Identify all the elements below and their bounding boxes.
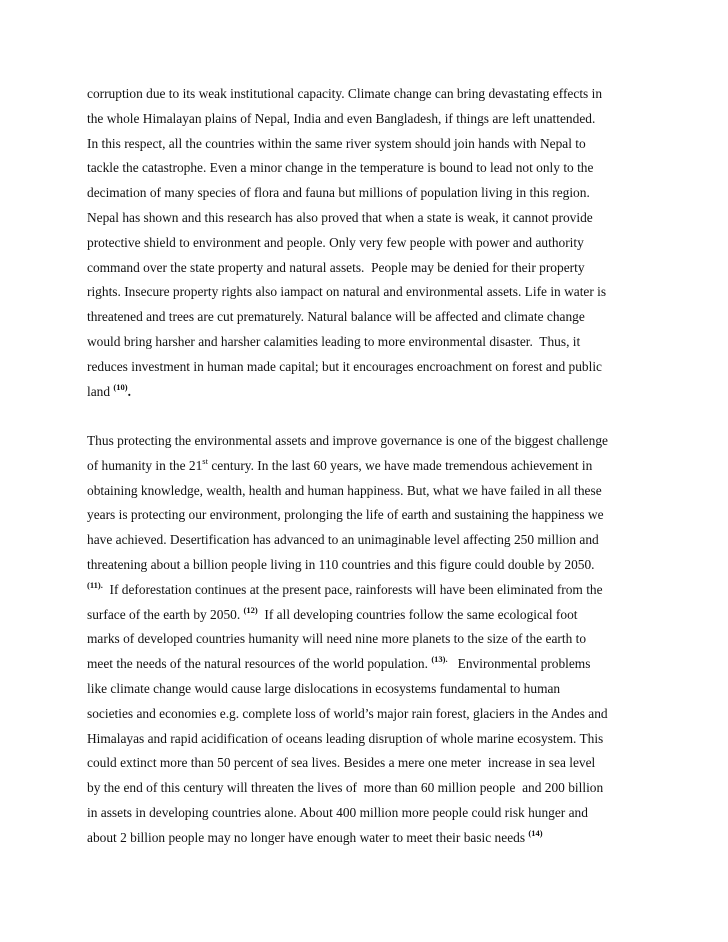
text-line: like climate change would cause large dislocations in ecosystems fundamental to human bbox=[87, 680, 561, 696]
text-line: the whole Himalayan plains of Nepal, India and even Bangladesh, if things are left unattended. bbox=[87, 110, 596, 126]
text-line: tackle the catastrophe. Even a minor change in the temperature is bound to lead not only to the bbox=[87, 160, 594, 176]
text-line: threatening about a billion people living in 110 countries and this figure could double by 2050. bbox=[87, 556, 595, 572]
text-line bbox=[87, 826, 657, 851]
text-line bbox=[87, 454, 657, 479]
text-line: marks of developed countries humanity will need nine more planets to the size of the earth to bbox=[87, 631, 587, 647]
line-text: about 2 billion people may no longer have enough water to meet their basic needs bbox=[87, 829, 529, 845]
line-text: century. In the last 60 years, we have made tremendous achievement in bbox=[207, 457, 593, 473]
text-line: Thus protecting the environmental assets and improve governance is one of the biggest challenge bbox=[87, 433, 608, 448]
citation-ref: (10) bbox=[113, 381, 128, 392]
line-text: meet the needs of the natural resources of the world population. bbox=[87, 656, 432, 672]
text-line: threatened and trees are cut prematurely. Natural balance will be affected and climate change bbox=[87, 309, 585, 325]
text-line: in assets in developing countries alone. About 400 million more people could risk hunger and bbox=[87, 804, 588, 820]
citation-ref: (12) bbox=[243, 604, 258, 615]
line-end: . bbox=[127, 383, 131, 399]
text-line: Nepal has shown and this research has also proved that when a state is weak, it cannot provide bbox=[87, 209, 593, 225]
text-line bbox=[87, 380, 657, 405]
text-line bbox=[87, 652, 657, 677]
line-text: If all developing countries follow the same ecological foot bbox=[257, 606, 578, 622]
line-text: If deforestation continues at the present pace, rainforests will have been eliminated from the bbox=[102, 581, 603, 597]
text-line bbox=[87, 578, 657, 603]
text-line: corruption due to its weak institutional capacity. Climate change can bring devastating effects in bbox=[87, 86, 603, 101]
text-line: years is protecting our environment, prolonging the life of earth and sustaining the happiness we bbox=[87, 507, 604, 523]
line-text: of humanity in the 21 bbox=[87, 457, 203, 473]
text-line bbox=[87, 603, 657, 628]
text-line: rights. Insecure property rights also iampact on natural and environmental assets. Life in water is bbox=[87, 284, 607, 300]
paragraph-2 bbox=[87, 429, 657, 851]
text-line: societies and economies e.g. complete loss of world’s major rain forest, glaciers in the Andes and bbox=[87, 705, 608, 721]
text-line: reduces investment in human made capital; but it encourages encroachment on forest and public bbox=[87, 358, 602, 374]
line-text: surface of the earth by 2050. bbox=[87, 606, 244, 622]
text-line: have achieved. Desertification has advanced to an unimaginable level affecting 250 million and bbox=[87, 532, 599, 548]
text-line: Himalayas and rapid acidification of oceans leading disruption of whole marine ecosystem. This bbox=[87, 730, 604, 746]
text-line: by the end of this century will threaten the lives of more than 60 million people and 200 billion bbox=[87, 780, 604, 796]
citation-ref: (13). bbox=[431, 654, 448, 665]
paragraph-1 bbox=[87, 82, 657, 404]
citation-ref: (11). bbox=[87, 579, 103, 590]
text-line: In this respect, all the countries within the same river system should join hands with Nepal to bbox=[87, 135, 586, 151]
text-line: decimation of many species of flora and fauna but millions of population living in this region. bbox=[87, 185, 590, 201]
line-text: land bbox=[87, 383, 114, 399]
ordinal-superscript: st bbox=[202, 455, 208, 466]
text-line: protective shield to environment and people. Only very few people with power and authority bbox=[87, 234, 584, 250]
line-text: Environmental problems bbox=[447, 656, 591, 672]
text-line: would bring harsher and harsher calamities leading to more environmental disaster. Thus, it bbox=[87, 333, 581, 349]
text-line: command over the state property and natural assets. People may be denied for their property bbox=[87, 259, 585, 275]
text-line: could extinct more than 50 percent of sea lives. Besides a mere one meter increase in sea level bbox=[87, 755, 596, 771]
text-line: obtaining knowledge, wealth, health and human happiness. But, what we have failed in all these bbox=[87, 482, 602, 498]
citation-ref: (14) bbox=[528, 827, 543, 838]
